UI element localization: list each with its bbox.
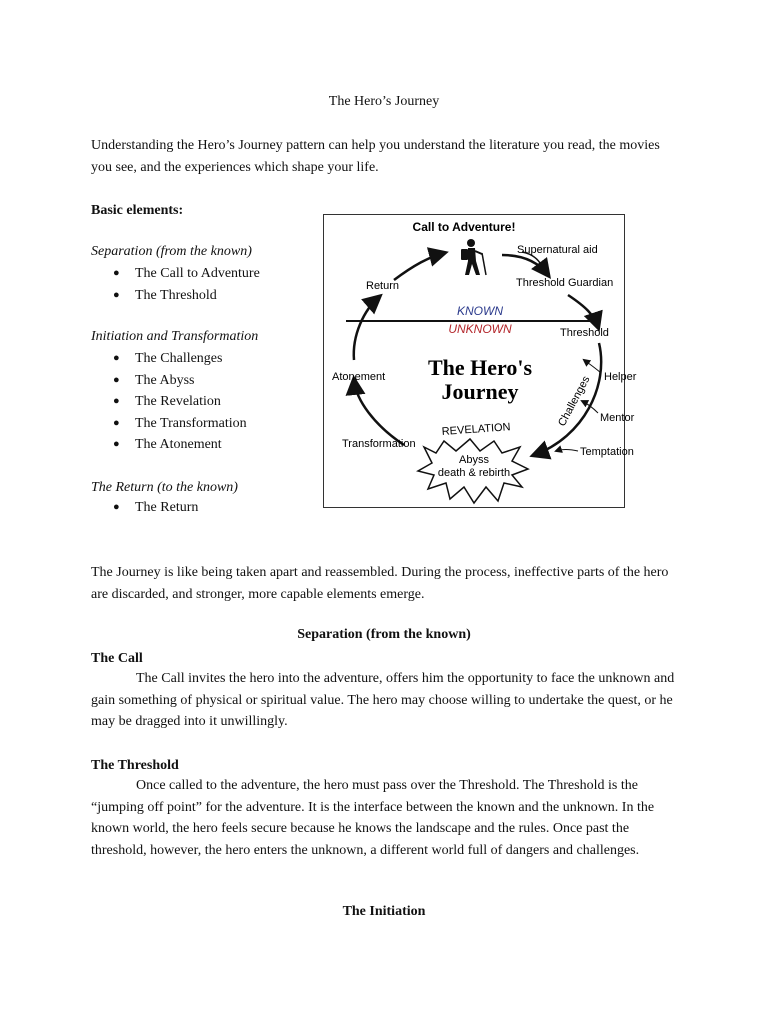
heros-journey-diagram: [323, 214, 637, 508]
mentor-label: Mentor: [600, 412, 635, 424]
temptation-label: Temptation: [580, 446, 634, 458]
section-heading-return: The Return (to the known): [91, 480, 238, 495]
list-item: ● The Abyss: [113, 372, 195, 388]
list-item: ● The Atonement: [113, 437, 222, 452]
list-item: ● The Threshold: [113, 287, 217, 303]
return-label: Return: [366, 280, 400, 292]
initiation-heading: The Initiation: [342, 904, 426, 919]
abyss-label: Abyss: [459, 454, 489, 466]
threshold-label: Threshold: [560, 327, 609, 339]
section-heading-separation: Separation (from the known): [91, 244, 252, 259]
section-heading-initiation: Initiation and Transformation: [91, 329, 259, 344]
initiation-list: [113, 348, 247, 456]
page-title: The Hero’s Journey: [328, 94, 440, 109]
separation-list: [113, 263, 260, 306]
helper-label: Helper: [604, 371, 637, 383]
diagram-title-line2: Journey: [441, 379, 519, 404]
death-rebirth-label: death & rebirth: [437, 467, 511, 479]
the-call-heading: The Call: [91, 651, 143, 666]
separation-heading: Separation (from the known): [297, 627, 471, 642]
list-item: ● The Challenges: [113, 351, 223, 366]
known-label: KNOWN: [457, 304, 503, 318]
the-threshold-heading: The Threshold: [91, 758, 179, 773]
list-item: ● The Revelation: [113, 394, 221, 409]
list-item: ● The Return: [113, 500, 199, 515]
challenges-label: Challenges: [556, 374, 593, 429]
list-item: ● The Call to Adventure: [113, 266, 260, 281]
basic-elements-heading: Basic elements:: [91, 203, 184, 218]
call-to-adventure-label: Call to Adventure!: [412, 220, 516, 234]
the-call-paragraph: The Call invites the hero into the adventure, offers him the opportunity to face the unknown and gain something of physical or spiritual value. The hero may choose willing to undertake the quest, or he may be dragged into it unwillingly.: [91, 671, 675, 729]
hiker-icon: [461, 239, 486, 275]
threshold-guardian-label: Threshold Guardian: [516, 277, 614, 289]
return-list: [113, 497, 198, 519]
revelation-label: REVELATION: [441, 421, 511, 438]
journey-paragraph: The Journey is like being taken apart and reassembled. During the process, ineffective parts of the hero are discarded, and stronger, more capable elements emerge.: [91, 565, 669, 602]
supernatural-aid-label: Supernatural aid: [517, 244, 598, 256]
atonement-label: Atonement: [332, 371, 386, 383]
list-item: ● The Transformation: [113, 415, 247, 431]
intro-paragraph: Understanding the Hero’s Journey pattern can help you understand the literature you read, the movies you see, and the experiences which shape your life.: [91, 138, 660, 175]
transformation-label: Transformation: [342, 438, 416, 450]
the-threshold-paragraph: Once called to the adventure, the hero must pass over the Threshold. The Threshold is the “jumping off point” for the adventure. It is the interface between the known and the unknown. In the known world, the hero feels secure because he knows the landscape and the rules. Once past the threshold, however, the hero enters the unknown, a different world full of dangers and challenges.: [91, 778, 655, 858]
unknown-label: UNKNOWN: [448, 322, 512, 336]
diagram-title-line1: The Hero's: [427, 355, 533, 380]
